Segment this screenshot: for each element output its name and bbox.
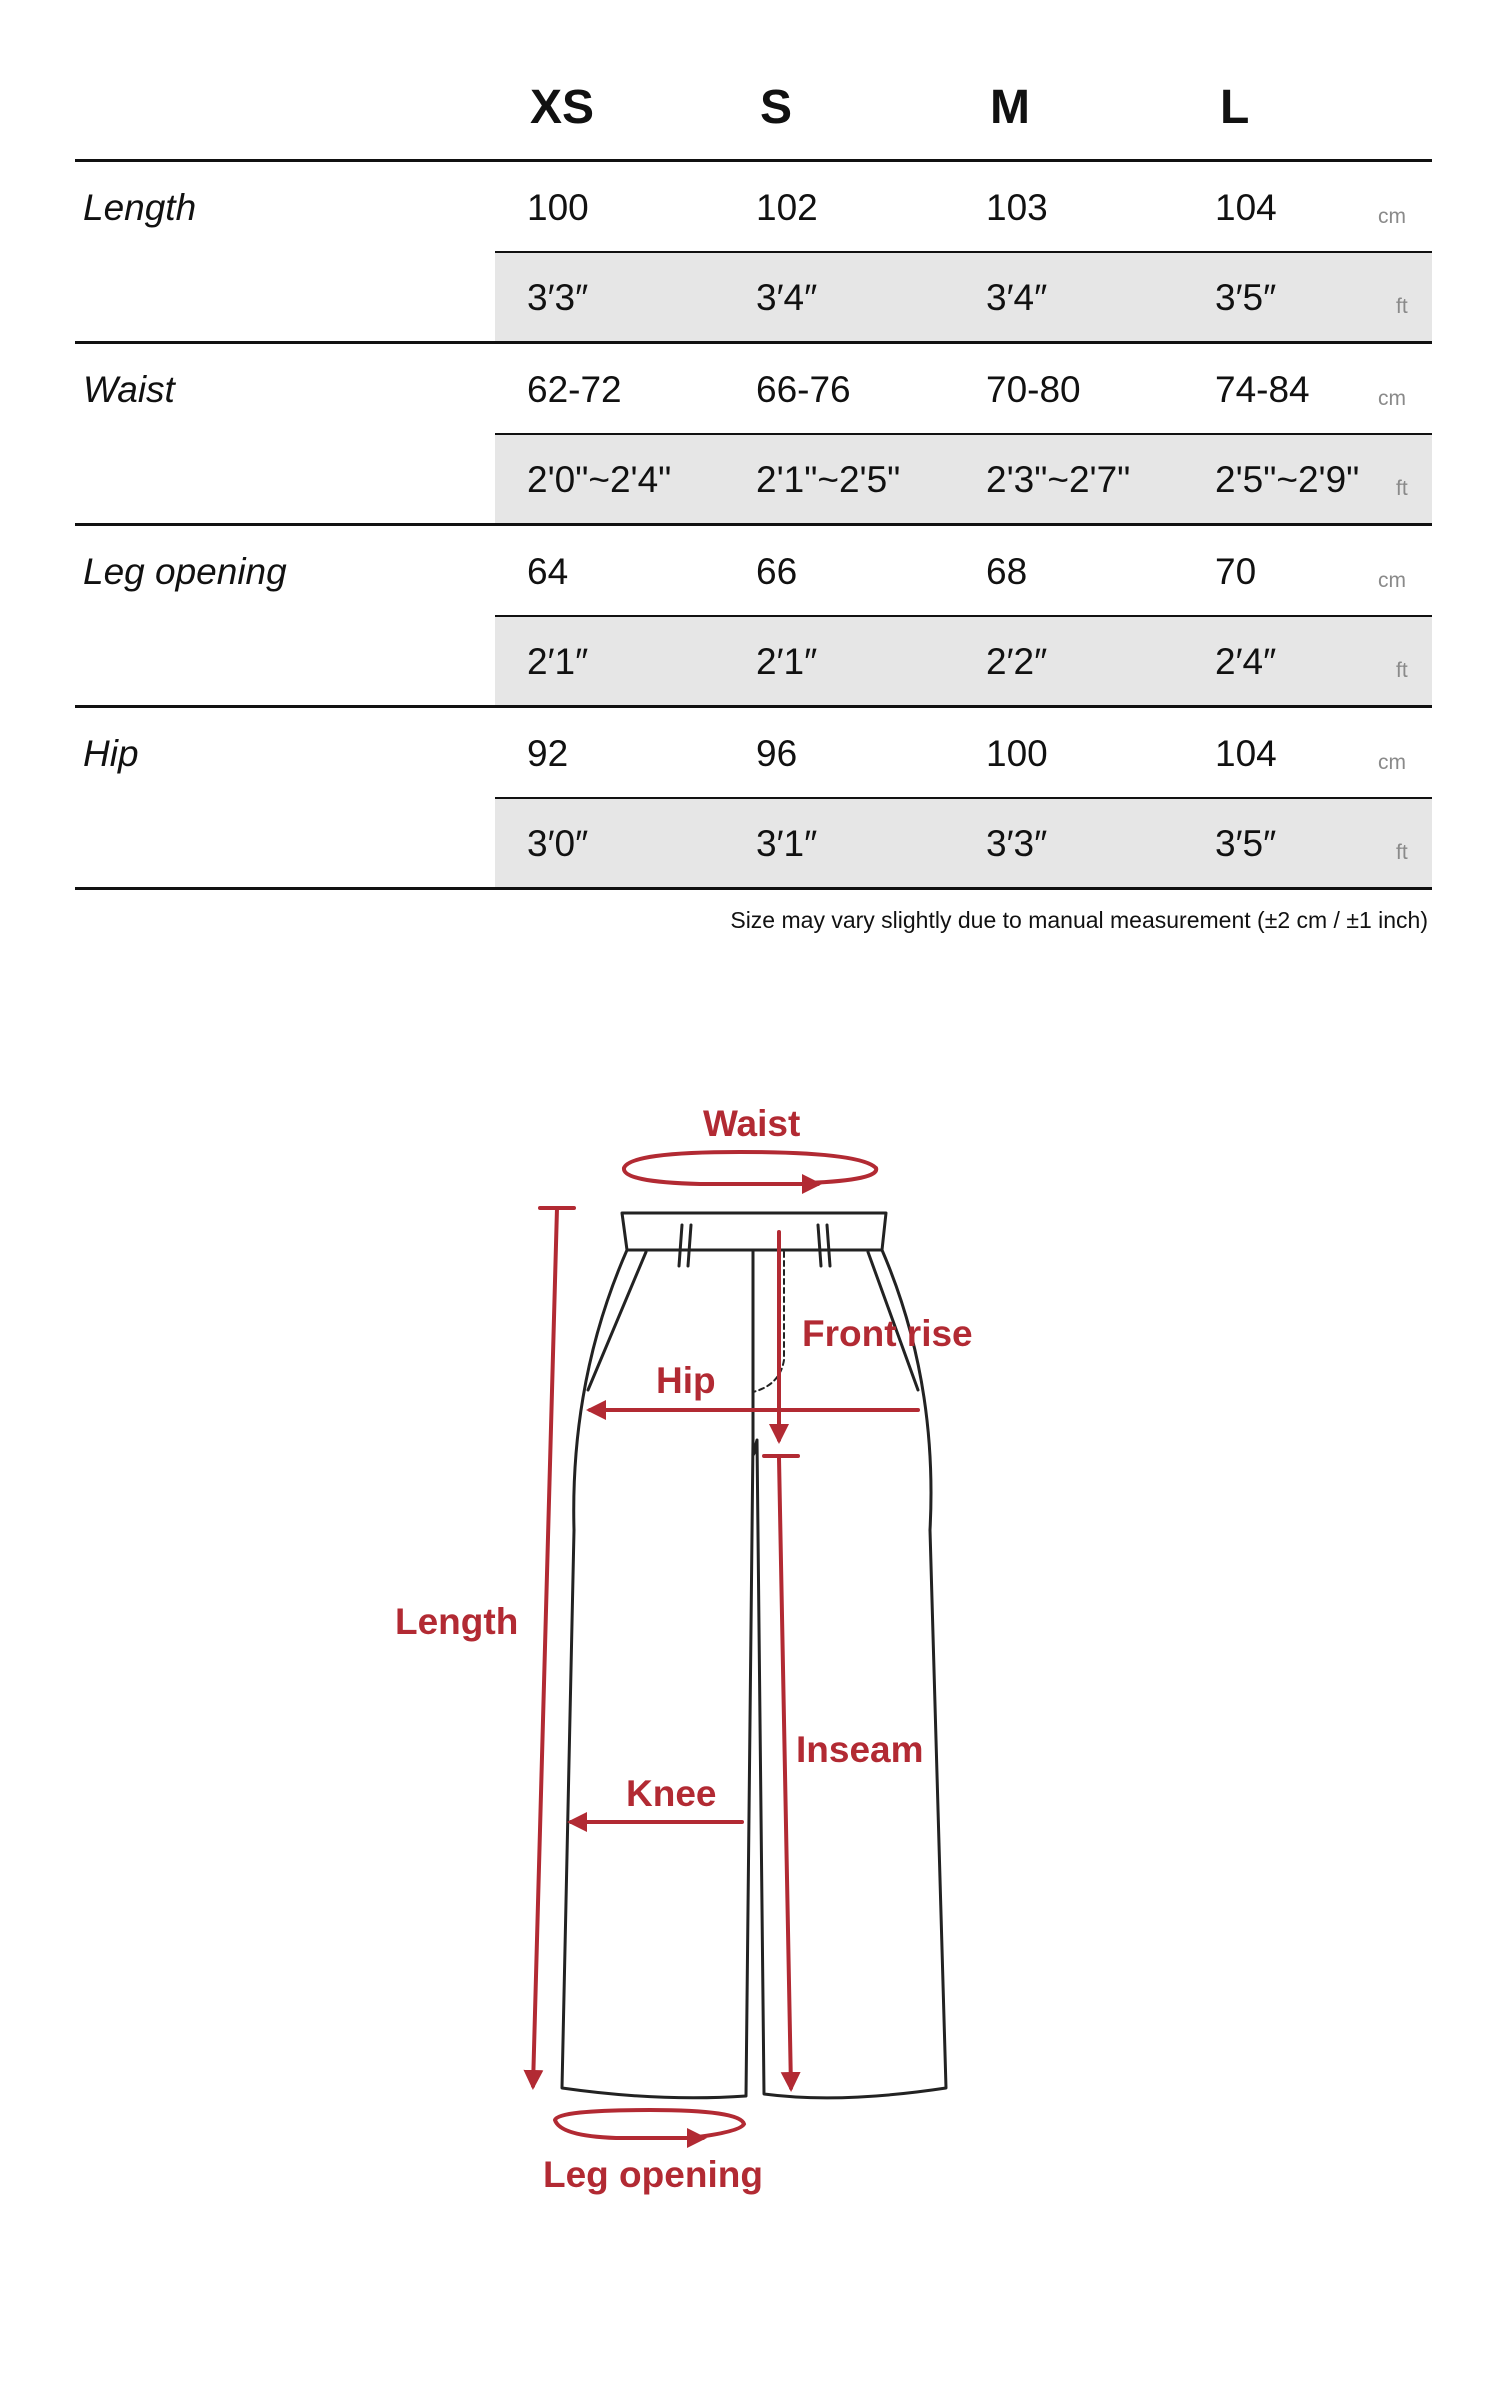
waist-ft-m: 2'3"~2'7" [986, 459, 1131, 500]
belt-loop-left [679, 1225, 691, 1266]
leg-opening-cm-m: 68 [986, 551, 1028, 592]
front-rise-label: Front rise [802, 1313, 973, 1354]
size-header-xs: XS [530, 81, 595, 134]
length-cm-xs: 100 [527, 187, 589, 228]
hip-ft-s: 3′1″ [756, 823, 818, 864]
hip-ft-xs: 3′0″ [527, 823, 589, 864]
unit-cm: cm [1378, 205, 1406, 228]
hip-cm-m: 100 [986, 733, 1048, 774]
leg-opening-ft-s: 2′1″ [756, 641, 818, 682]
hip-ft-m: 3′3″ [986, 823, 1048, 864]
length-ft-s: 3′4″ [756, 277, 818, 318]
length-line [533, 1208, 557, 2086]
row-label-leg-opening: Leg opening [83, 551, 287, 592]
leg-opening-label: Leg opening [543, 2154, 763, 2195]
waist-ft-xs: 2'0"~2'4" [527, 459, 672, 500]
length-ft-l: 3′5″ [1215, 277, 1277, 318]
size-header-l: L [1220, 81, 1250, 134]
length-label: Length [395, 1601, 519, 1642]
unit-ft: ft [1396, 295, 1408, 318]
waist-ft-s: 2'1"~2'5" [756, 459, 901, 500]
waist-cm-m: 70-80 [986, 369, 1081, 410]
waist-measure-loop [624, 1152, 876, 1184]
hip-cm-l: 104 [1215, 733, 1277, 774]
hip-label: Hip [656, 1360, 716, 1401]
length-ft-xs: 3′3″ [527, 277, 589, 318]
belt-loop-right [818, 1225, 830, 1266]
unit-cm: cm [1378, 387, 1406, 410]
waist-cm-xs: 62-72 [527, 369, 622, 410]
size-header-s: S [760, 81, 793, 134]
row-label-waist: Waist [83, 369, 175, 410]
waist-ft-l: 2'5"~2'9" [1215, 459, 1360, 500]
hip-ft-l: 3′5″ [1215, 823, 1277, 864]
length-ft-m: 3′4″ [986, 277, 1048, 318]
waist-label: Waist [703, 1103, 801, 1144]
leg-opening-cm-xs: 64 [527, 551, 569, 592]
length-cm-l: 104 [1215, 187, 1277, 228]
leg-opening-cm-l: 70 [1215, 551, 1257, 592]
leg-opening-ft-l: 2′4″ [1215, 641, 1277, 682]
measurement-guides [533, 1152, 918, 2138]
unit-ft: ft [1396, 659, 1408, 682]
leg-opening-ft-xs: 2′1″ [527, 641, 589, 682]
unit-ft: ft [1396, 477, 1408, 500]
unit-cm: cm [1378, 751, 1406, 774]
leg-opening-loop [555, 2110, 744, 2138]
unit-ft: ft [1396, 841, 1408, 864]
hip-cm-s: 96 [756, 733, 798, 774]
measurement-note: Size may vary slightly due to manual measurement (±2 cm / ±1 inch) [730, 907, 1428, 933]
size-header-m: M [990, 81, 1030, 134]
inseam-label: Inseam [796, 1729, 924, 1770]
leg-opening-ft-m: 2′2″ [986, 641, 1048, 682]
length-cm-s: 102 [756, 187, 818, 228]
length-cm-m: 103 [986, 187, 1048, 228]
center-seam [753, 1452, 755, 1455]
row-label-length: Length [83, 187, 197, 228]
waist-cm-s: 66-76 [756, 369, 851, 410]
unit-cm: cm [1378, 569, 1406, 592]
inseam-line [779, 1458, 791, 2088]
hip-cm-xs: 92 [527, 733, 569, 774]
waist-cm-l: 74-84 [1215, 369, 1310, 410]
knee-label: Knee [626, 1773, 717, 1814]
leg-opening-cm-s: 66 [756, 551, 798, 592]
row-label-hip: Hip [83, 733, 139, 774]
